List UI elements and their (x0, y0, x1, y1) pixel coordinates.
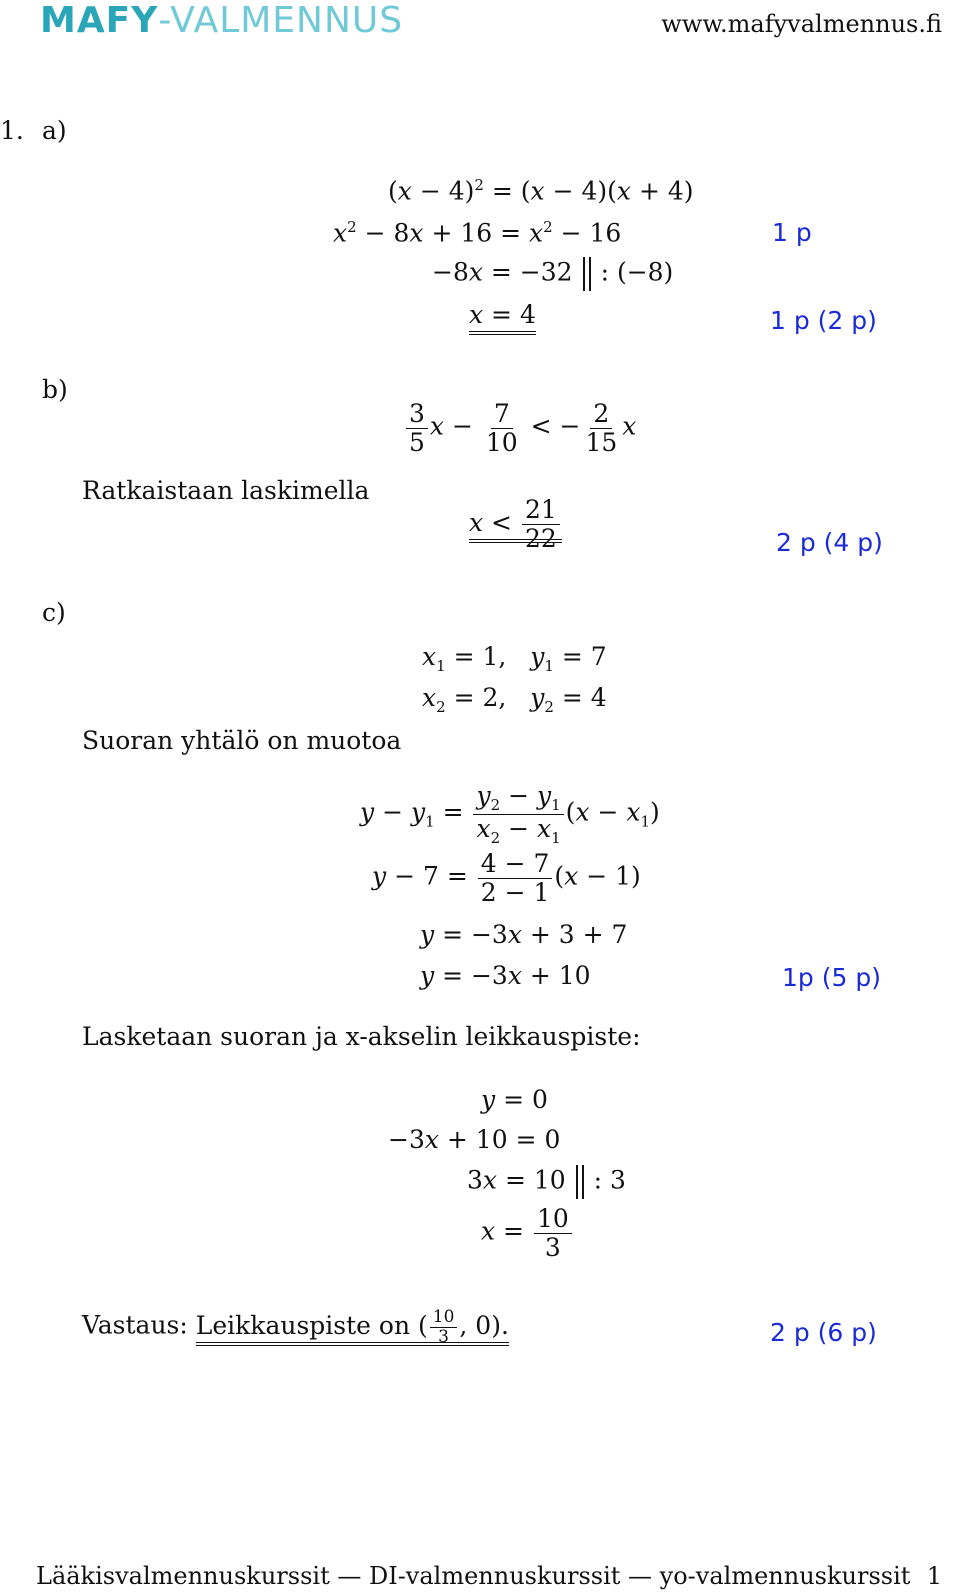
eq-c4: y = −3x + 10 (420, 961, 591, 990)
points-c1: 1p (5 p) (782, 963, 881, 992)
problem-number: 1. (0, 116, 24, 145)
answer-text: Leikkauspiste on ( (195, 1310, 428, 1340)
points-c2: 2 p (6 p) (770, 1318, 877, 1347)
logo (40, 0, 403, 41)
eq-c6: −3x + 10 = 0 (388, 1125, 561, 1154)
eq-b1: $\frac{3}{5}$ x − $\frac{7}{10}$ < − $\frac{2}{15}$ x (404, 400, 636, 456)
answer-line: Vastaus: Leikkauspiste on ( $\frac{10}{3}$ , 0). (82, 1307, 509, 1347)
footer-text: Lääkisvalmennuskurssit — DI-valmennuskurssit — yo-valmennuskurssit (36, 1562, 911, 1590)
eq-a3: −8x = −32 : (−8) (432, 257, 673, 291)
points-a1: 1 p (772, 218, 812, 247)
points-a2: 1 p (2 p) (770, 306, 877, 335)
logo-bold: MAFY (40, 0, 159, 41)
eq-c5: y = 0 (481, 1085, 548, 1114)
answer-prefix: Vastaus: (82, 1310, 196, 1340)
page-number: 1 (926, 1562, 942, 1590)
eq-a1: $(x - 4)^2 = (x - 4)(x + 4)$ (388, 176, 694, 206)
eq-c-points1: $x_1 = 1$, $y_1 = 7$ (422, 642, 607, 675)
site-url[interactable]: www.mafyvalmennus.fi (661, 10, 942, 38)
part-c-text: Suoran yhtälö on muotoa (82, 726, 402, 755)
eq-c2: y − 7 = $\frac{4 - 7}{2 - 1}$ (x − 1) (372, 849, 641, 907)
logo-light: -VALMENNUS (158, 0, 404, 41)
eq-c8: x = $\frac{10}{3}$ (481, 1205, 574, 1261)
eq-c3: y = −3x + 3 + 7 (420, 920, 628, 949)
points-b: 2 p (4 p) (776, 528, 883, 557)
part-a-label: a) (42, 116, 67, 145)
part-b-text: Ratkaistaan laskimella (82, 476, 370, 505)
eq-c1: $y - y_1$ = $\frac{y_2 - y_1}{x_2 - x_1}$ $(x - x_1)$ (360, 781, 660, 847)
part-c-label: c) (42, 598, 66, 627)
eq-c-points2: $x_2 = 2$, $y_2 = 4$ (422, 683, 607, 716)
part-b-label: b) (42, 375, 68, 404)
intersection-text: Lasketaan suoran ja x-akselin leikkauspiste: (82, 1022, 641, 1051)
eq-b2: x < $\frac{21}{22}$ (469, 496, 562, 552)
eq-a2: $x^2 - 8x + 16 = x^2 - 16$ (333, 218, 622, 248)
eq-a4: x = 4 (469, 300, 536, 329)
eq-c7: 3x = 10 : 3 (467, 1165, 626, 1199)
